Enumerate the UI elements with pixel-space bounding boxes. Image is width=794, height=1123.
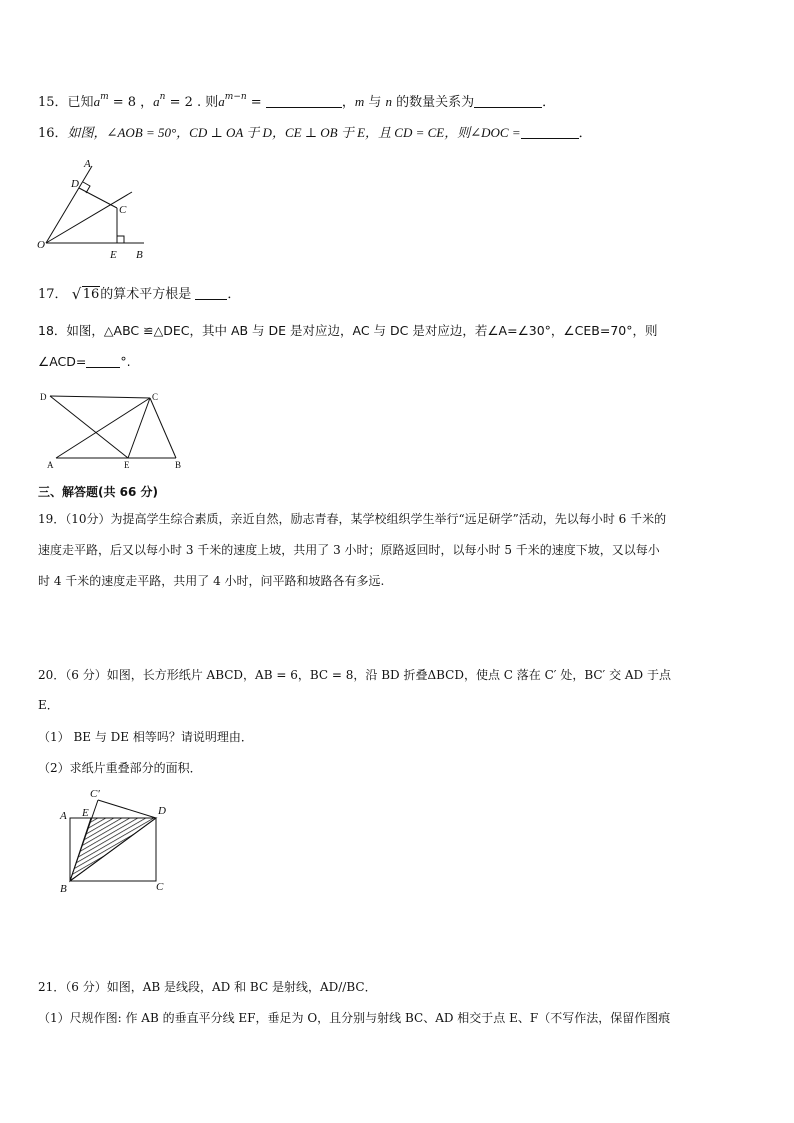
q18-number: 18． [38,323,67,338]
q18-end: °. [120,354,131,369]
q19-line-3: 时 4 千米的速度走平路，共用了 4 小时，问平路和坡路各有多远. [38,574,385,588]
question-18 [38,322,657,340]
q15-number: 15． [38,95,68,110]
label-E: E [82,807,89,819]
label-A: A [60,810,67,822]
q17-end: ． [227,287,241,302]
q17-text: 的算术平方根是 [100,287,192,302]
answer-blank [195,287,227,300]
question-16 [38,124,592,143]
q17-number: 17． [38,287,68,302]
exp-m: m [100,92,109,102]
q18-text-2: ∠ACD= [38,354,87,369]
var-a: a [218,94,225,109]
question-17 [38,286,240,304]
label-E: E [124,460,130,470]
q15-eq2: = 2 . 则 [165,95,219,110]
answer-blank [521,126,579,139]
q15-yu: 与 [364,95,386,110]
q16-text: 如图，∠AOB = 50°，CD ⊥ OA 于 D，CE ⊥ OB 于 E，且 CD = CE，则∠DOC = [67,125,521,140]
label-C: C [119,204,127,216]
q20-line-1: 20．（6 分）如图，长方形纸片 ABCD，AB = 6，BC = 8，沿 BD 折叠ΔBCD，使点 C 落在 C′ 处，BC′ 交 AD 于点 [38,668,671,682]
q21-line-1: 21．（6 分）如图，AB 是线段，AD 和 BC 是射线，AD//BC． [38,980,377,994]
label-C: C [152,392,159,402]
answer-blank [266,95,342,108]
q20-sub-2: （2）求纸片重叠部分的面积． [38,761,202,775]
q18-figure [36,390,186,470]
label-A: A [84,158,91,170]
question-18-line2 [38,353,131,371]
label-O: O [37,239,45,251]
q18-text: 如图，△ABC ≌△DEC，其中 AB 与 DE 是对应边，AC 与 DC 是对应边，若∠A=∠30°，∠CEB=70°，则 [66,323,658,338]
q16-number: 16． [38,126,68,141]
label-C-prime: C′ [90,788,100,800]
q19-line-2: 速度走平路，后又以每小时 3 千米的速度上坡，共用了 3 小时；原路返回时，以每小时 5 千米的速度下坡，又以每小 [38,543,660,557]
label-D: D [40,392,47,402]
q20-line-2: E． [38,698,59,712]
section-title: 三、解答题(共 66 分) [38,485,159,499]
q15-eq: = [246,95,262,110]
sqrt-symbol: √ 16 [71,285,100,303]
q15-end: ． [542,95,556,110]
q20-figure [52,784,182,896]
var-n: n [385,94,393,109]
var-a: a [153,94,160,109]
label-D: D [71,178,79,190]
q15-text-3: 的数量关系为 [392,95,475,110]
label-E: E [110,249,117,261]
label-B: B [136,249,143,261]
label-A: A [47,460,54,470]
q16-end: ． [578,126,592,141]
answer-blank [474,95,542,108]
q20-sub-1: （1） BE 与 DE 相等吗？请说明理由． [38,730,253,744]
exp-m-minus-n: m−n [224,92,247,102]
var-m: m [354,94,365,109]
radicand: 16 [82,287,100,302]
label-B: B [175,460,182,470]
question-15 [38,88,555,112]
exp-n: n [159,92,166,102]
q19-line-1: 19．（10分）为提高学生综合素质，亲近自然，励志青春，某学校组织学生举行“远足研学”活动，先以每小时 6 千米的 [38,512,667,526]
q21-line-2: （1）尺规作图: 作 AB 的垂直平分线 EF，垂足为 O，且分别与射线 BC、AD 相交于点 E、F（不写作法，保留作图痕 [38,1011,671,1025]
q15-eq8: = 8 ， [108,95,154,110]
label-B: B [60,883,67,895]
label-D: D [158,805,166,817]
answer-blank [86,355,120,368]
q15-text-1: 已知 [67,95,94,110]
var-a: a [93,94,101,109]
q16-figure [34,158,154,262]
label-C: C [156,881,164,893]
q15-comma: ， [341,95,355,110]
